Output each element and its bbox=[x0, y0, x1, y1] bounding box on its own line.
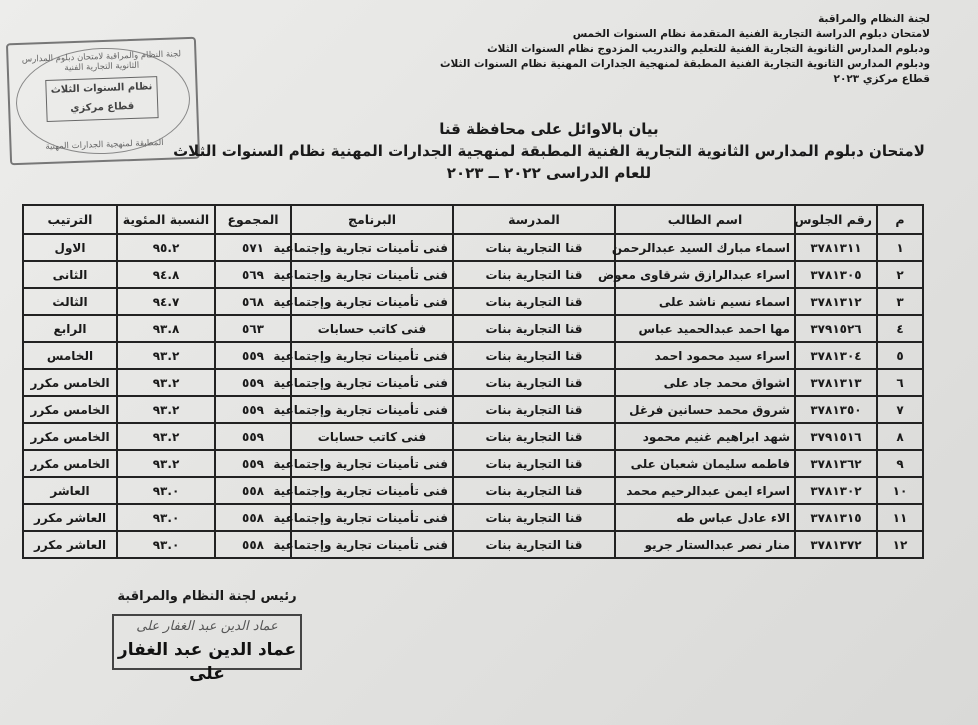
page-title: بيان بالاوائل على محافظة قنا bbox=[439, 120, 659, 138]
cell-program: فنى تأمينات تجارية وإجتماعية bbox=[291, 288, 453, 315]
cell-seat-number: ٣٧٨١٣١٣ bbox=[795, 369, 877, 396]
table-header-row bbox=[23, 205, 923, 234]
cell-student-name: الاء عادل عباس طه bbox=[615, 504, 795, 531]
table-row bbox=[23, 234, 923, 261]
col-header-index: م bbox=[877, 205, 923, 234]
header-line: لجنة النظام والمراقبة bbox=[818, 13, 930, 25]
col-header-program: البرنامج bbox=[291, 205, 453, 234]
stamp-center-box bbox=[45, 76, 158, 122]
col-header-rank: الترتيب bbox=[23, 205, 117, 234]
cell-school: قنا التجارية بنات bbox=[453, 369, 615, 396]
cell-program: فنى تأمينات تجارية وإجتماعية bbox=[291, 531, 453, 558]
table-row bbox=[23, 288, 923, 315]
cell-index: ٨ bbox=[877, 423, 923, 450]
cell-index: ١٢ bbox=[877, 531, 923, 558]
cell-total: ٥٥٩ bbox=[215, 342, 291, 369]
cell-student-name: مها احمد عبدالحميد عباس bbox=[615, 315, 795, 342]
cell-student-name: اسماء نسيم ناشد على bbox=[615, 288, 795, 315]
cell-school: قنا التجارية بنات bbox=[453, 531, 615, 558]
cell-index: ٣ bbox=[877, 288, 923, 315]
table-row bbox=[23, 396, 923, 423]
cell-program: فنى تأمينات تجارية وإجتماعية bbox=[291, 504, 453, 531]
table-row bbox=[23, 315, 923, 342]
table-row bbox=[23, 477, 923, 504]
signatory-title: رئيس لجنة النظام والمراقبة bbox=[117, 589, 297, 604]
cell-seat-number: ٣٧٩١٥٢٦ bbox=[795, 315, 877, 342]
col-header-student-name: اسم الطالب bbox=[615, 205, 795, 234]
cell-seat-number: ٣٧٨١٣١٥ bbox=[795, 504, 877, 531]
cell-rank: الاول bbox=[23, 234, 117, 261]
header-line: قطاع مركزي ٢٠٢٣ bbox=[833, 73, 930, 85]
cell-student-name: اسراء عبدالرازق شرقاوى معوض bbox=[615, 261, 795, 288]
table-row bbox=[23, 342, 923, 369]
cell-total: ٥٦٨ bbox=[215, 288, 291, 315]
col-header-percentage: النسبة المئوية bbox=[117, 205, 215, 234]
header-line: ودبلوم المدارس الثانوية التجارية الفنية للتعليم والتدريب المزدوج نظام السنوات الثلاث bbox=[487, 43, 930, 55]
table-row bbox=[23, 423, 923, 450]
cell-rank: الخامس مكرر bbox=[23, 369, 117, 396]
cell-school: قنا التجارية بنات bbox=[453, 450, 615, 477]
cell-seat-number: ٣٧٩١٥١٦ bbox=[795, 423, 877, 450]
cell-program: فنى تأمينات تجارية وإجتماعية bbox=[291, 396, 453, 423]
cell-total: ٥٥٨ bbox=[215, 531, 291, 558]
table-row bbox=[23, 531, 923, 558]
cell-rank: الخامس مكرر bbox=[23, 423, 117, 450]
cell-percentage: ٩٤.٧ bbox=[117, 288, 215, 315]
cell-seat-number: ٣٧٨١٣٧٢ bbox=[795, 531, 877, 558]
cell-total: ٥٥٩ bbox=[215, 423, 291, 450]
cell-student-name: اسراء سيد محمود احمد bbox=[615, 342, 795, 369]
table-row bbox=[23, 450, 923, 477]
cell-total: ٥٦٩ bbox=[215, 261, 291, 288]
cell-rank: الرابع bbox=[23, 315, 117, 342]
cell-school: قنا التجارية بنات bbox=[453, 504, 615, 531]
cell-percentage: ٩٣.٠ bbox=[117, 477, 215, 504]
signature-stamp bbox=[112, 614, 302, 684]
table-row bbox=[23, 504, 923, 531]
cell-index: ٩ bbox=[877, 450, 923, 477]
stamp-arc-top-text: لجنة النظام والمراقبة لامتحان دبلوم المدارس الثانوية التجارية الفنية bbox=[21, 49, 182, 74]
cell-program: فنى تأمينات تجارية وإجتماعية bbox=[291, 477, 453, 504]
cell-program: فنى كاتب حسابات bbox=[291, 315, 453, 342]
cell-percentage: ٩٥.٢ bbox=[117, 234, 215, 261]
cell-student-name: اشواق محمد جاد على bbox=[615, 369, 795, 396]
cell-total: ٥٥٩ bbox=[215, 369, 291, 396]
signature-stamp-name: عماد الدين عبد الغفار على bbox=[136, 619, 278, 634]
cell-program: فنى تأمينات تجارية وإجتماعية bbox=[291, 342, 453, 369]
cell-total: ٥٥٩ bbox=[215, 396, 291, 423]
cell-program: فنى تأمينات تجارية وإجتماعية bbox=[291, 369, 453, 396]
cell-index: ١٠ bbox=[877, 477, 923, 504]
cell-rank: الثانى bbox=[23, 261, 117, 288]
committee-header bbox=[330, 12, 930, 87]
cell-school: قنا التجارية بنات bbox=[453, 234, 615, 261]
cell-total: ٥٥٩ bbox=[215, 450, 291, 477]
header-line: لامتحان دبلوم الدراسة التجارية الفنية المتقدمة نظام السنوات الخمس bbox=[572, 28, 930, 40]
cell-index: ٤ bbox=[877, 315, 923, 342]
cell-seat-number: ٣٧٨١٣١١ bbox=[795, 234, 877, 261]
signature-block bbox=[112, 588, 302, 684]
cell-seat-number: ٣٧٨١٣٠٤ bbox=[795, 342, 877, 369]
cell-seat-number: ٣٧٨١٣٦٢ bbox=[795, 450, 877, 477]
cell-percentage: ٩٣.٨ bbox=[117, 315, 215, 342]
cell-rank: العاشر مكرر bbox=[23, 531, 117, 558]
cell-percentage: ٩٣.٠ bbox=[117, 504, 215, 531]
cell-percentage: ٩٣.٠ bbox=[117, 531, 215, 558]
table-row bbox=[23, 369, 923, 396]
cell-school: قنا التجارية بنات bbox=[453, 288, 615, 315]
col-header-seat-number: رقم الجلوس bbox=[795, 205, 877, 234]
col-header-school: المدرسة bbox=[453, 205, 615, 234]
cell-percentage: ٩٣.٢ bbox=[117, 423, 215, 450]
cell-rank: الخامس مكرر bbox=[23, 396, 117, 423]
results-table bbox=[22, 204, 924, 559]
cell-student-name: فاطمه سليمان شعبان على bbox=[615, 450, 795, 477]
cell-program: فنى تأمينات تجارية وإجتماعية bbox=[291, 234, 453, 261]
cell-percentage: ٩٣.٢ bbox=[117, 342, 215, 369]
cell-school: قنا التجارية بنات bbox=[453, 423, 615, 450]
cell-student-name: شروق محمد حسانين فرغل bbox=[615, 396, 795, 423]
cell-school: قنا التجارية بنات bbox=[453, 396, 615, 423]
cell-seat-number: ٣٧٨١٣٠٢ bbox=[795, 477, 877, 504]
cell-percentage: ٩٤.٨ bbox=[117, 261, 215, 288]
cell-percentage: ٩٣.٢ bbox=[117, 369, 215, 396]
cell-rank: الثالث bbox=[23, 288, 117, 315]
cell-school: قنا التجارية بنات bbox=[453, 261, 615, 288]
stamp-line-2: قطاع مركزي bbox=[70, 100, 135, 115]
cell-school: قنا التجارية بنات bbox=[453, 315, 615, 342]
cell-seat-number: ٣٧٨١٣٠٥ bbox=[795, 261, 877, 288]
cell-student-name: اسماء مبارك السيد عبدالرحمن bbox=[615, 234, 795, 261]
cell-index: ٧ bbox=[877, 396, 923, 423]
cell-percentage: ٩٣.٢ bbox=[117, 450, 215, 477]
academic-year: للعام الدراسى ٢٠٢٢ ــ ٢٠٢٣ bbox=[446, 164, 652, 182]
cell-seat-number: ٣٧٨١٣١٢ bbox=[795, 288, 877, 315]
cell-seat-number: ٣٧٨١٣٥٠ bbox=[795, 396, 877, 423]
col-header-total: المجموع bbox=[215, 205, 291, 234]
cell-rank: الخامس bbox=[23, 342, 117, 369]
cell-program: فنى كاتب حسابات bbox=[291, 423, 453, 450]
cell-total: ٥٥٨ bbox=[215, 504, 291, 531]
cell-school: قنا التجارية بنات bbox=[453, 477, 615, 504]
table-body bbox=[23, 234, 923, 558]
cell-total: ٥٦٣ bbox=[215, 315, 291, 342]
cell-student-name: اسراء ايمن عبدالرحيم محمد bbox=[615, 477, 795, 504]
cell-percentage: ٩٣.٢ bbox=[117, 396, 215, 423]
stamp-line-1: نظام السنوات الثلاث bbox=[50, 81, 153, 96]
cell-rank: الخامس مكرر bbox=[23, 450, 117, 477]
cell-total: ٥٥٨ bbox=[215, 477, 291, 504]
signatory-name: عماد الدين عبد الغفار على bbox=[117, 640, 297, 684]
stamp-arc-bottom-text: المطبقة لمنهجية الجدارات المهنية bbox=[45, 137, 164, 153]
cell-student-name: شهد ابراهيم غنيم محمود bbox=[615, 423, 795, 450]
cell-rank: العاشر مكرر bbox=[23, 504, 117, 531]
cell-index: ١١ bbox=[877, 504, 923, 531]
cell-index: ٦ bbox=[877, 369, 923, 396]
cell-school: قنا التجارية بنات bbox=[453, 342, 615, 369]
cell-index: ٢ bbox=[877, 261, 923, 288]
cell-index: ٥ bbox=[877, 342, 923, 369]
cell-total: ٥٧١ bbox=[215, 234, 291, 261]
cell-rank: العاشر bbox=[23, 477, 117, 504]
document-titles bbox=[150, 118, 948, 184]
cell-program: فنى تأمينات تجارية وإجتماعية bbox=[291, 450, 453, 477]
cell-program: فنى تأمينات تجارية وإجتماعية bbox=[291, 261, 453, 288]
cell-index: ١ bbox=[877, 234, 923, 261]
exam-title: لامتحان دبلوم المدارس الثانوية التجارية الفنية المطبقة لمنهجية الجدارات المهنية نظام السنوات الثلاث bbox=[173, 142, 925, 160]
header-line: ودبلوم المدارس الثانوية التجارية الفنية المطبقة لمنهجية الجدارات المهنية نظام السنوات الثلاث bbox=[439, 58, 930, 70]
table-row bbox=[23, 261, 923, 288]
cell-student-name: منار نصر عبدالستار جريو bbox=[615, 531, 795, 558]
